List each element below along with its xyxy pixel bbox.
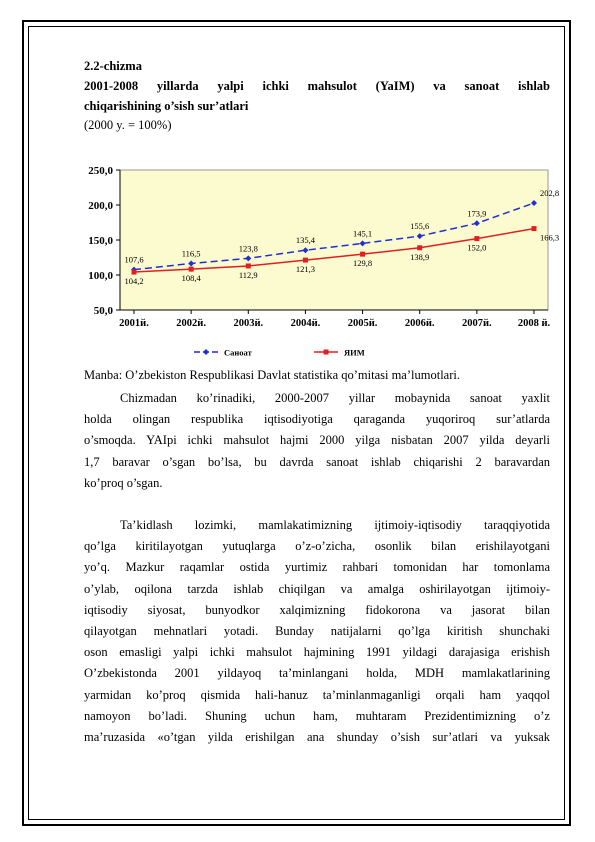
paragraph-line: holda olingan respublika iqtisodiyotiga qaraganda yuqoriroq sur’atlarda xyxy=(84,412,550,427)
paragraph-2 xyxy=(84,515,550,748)
y-tick-label: 200,0 xyxy=(88,200,113,212)
y-tick-label: 100,0 xyxy=(88,270,113,282)
data-label: 155,6 xyxy=(410,221,430,232)
data-point xyxy=(474,236,479,241)
legend-label: ЯИМ xyxy=(344,347,365,358)
data-point xyxy=(132,270,137,275)
data-label: 108,4 xyxy=(181,273,201,284)
legend-marker xyxy=(203,349,209,355)
paragraph-line: O’zbekistonda 2001 yildayoq ta’minlangani holda, MDH mamlakatlarining xyxy=(84,666,550,681)
legend-label: Саноат xyxy=(224,347,252,358)
paragraph-line: o’ylab, oqilona tarzda ishlab chiqilgan va amalga oshirilayotgan ijtimoiy- xyxy=(84,581,550,596)
x-tick-label: 2005й. xyxy=(347,318,378,329)
paragraph-line: Chizmadan ko’rinadiki, 2000-2007 yillar mobaynida sanoat yaxlit xyxy=(120,391,550,405)
plot-area xyxy=(120,170,548,310)
paragraph-line: qilayotgan mehnatlari yotadi. Bunday natijalarni qo’lga kiritish shunchaki xyxy=(84,624,550,639)
figure-number: 2.2-chizma xyxy=(84,59,142,73)
x-tick-label: 2004й. xyxy=(290,318,321,329)
data-label: 166,3 xyxy=(540,232,560,243)
source-note: Manba: O’zbekiston Respublikasi Davlat statistika qo’mitasi ma’lumotlari. xyxy=(84,368,460,382)
data-label: 152,0 xyxy=(467,242,487,253)
data-point xyxy=(303,258,308,263)
data-label: 135,4 xyxy=(295,235,315,246)
data-label: 116,5 xyxy=(181,248,201,259)
y-tick-label: 50,0 xyxy=(93,305,113,317)
paragraph-line: 1,7 baravar o’sgan bo’lsa, bu davrda sanoat ishlab chiqarishi 2 baravardan xyxy=(84,454,550,469)
x-tick-label: 2007й. xyxy=(462,318,492,329)
data-label: 104,2 xyxy=(124,276,144,287)
data-label: 202,8 xyxy=(540,188,560,199)
data-label: 129,8 xyxy=(353,258,373,269)
data-label: 112,9 xyxy=(238,269,258,280)
data-label: 138,9 xyxy=(410,251,430,262)
data-point xyxy=(360,252,365,257)
paragraph-line: yarmidan ko’proq qismida hali-hanuz ta’minlanmaganligi orqali ham yaqqol xyxy=(84,687,550,702)
data-label: 107,6 xyxy=(124,254,144,265)
paragraph-line: yo’q. Mazkur raqamlar ostida yurtimiz rahbari tomonidan har tomonlama xyxy=(84,560,550,575)
paragraph-line: ko’proq o’sgan. xyxy=(84,475,163,490)
y-tick-label: 150,0 xyxy=(88,235,113,247)
x-tick-label: 2003й. xyxy=(233,318,264,329)
y-tick-label: 250,0 xyxy=(88,165,113,177)
figure-title-line1: 2001-2008 yillarda yalpi ichki mahsulot (YaIM) va sanoat ishlab xyxy=(84,79,550,93)
paragraph-line: qo’lga kiritilayotgan yutuqlarga o’z-o’zicha, osonlik bilan erishilayotgani xyxy=(84,539,550,554)
growth-line-chart xyxy=(64,158,560,360)
data-label: 123,8 xyxy=(238,243,258,254)
data-point xyxy=(532,226,537,231)
data-point xyxy=(189,267,194,272)
paragraph-1 xyxy=(84,388,550,494)
paragraph-line: oson emasligi yalpi ichki mahsulot hajmining 1991 yildagi darajasiga erishish xyxy=(84,645,550,660)
x-tick-label: 2002й. xyxy=(176,318,206,329)
data-label: 173,9 xyxy=(467,208,487,219)
x-tick-label: 2001й. xyxy=(119,318,149,329)
paragraph-line: Ta’kidlash lozimki, mamlakatimizning ijtimoiy-iqtisodiy taraqqiyotida xyxy=(120,518,550,532)
x-tick-label: 2006й. xyxy=(404,318,435,329)
figure-title-line2: chiqarishining o’sish sur’atlari xyxy=(84,99,249,113)
data-label: 145,1 xyxy=(353,228,373,239)
basis-note: (2000 y. = 100%) xyxy=(84,118,172,132)
x-tick-label: 2008 й. xyxy=(517,318,551,329)
legend-marker xyxy=(324,350,329,355)
data-point xyxy=(246,263,251,268)
paragraph-line: o’smoqda. YAIpi ichki mahsulot hajmi 2000 yilga nisbatan 2007 yilda deyarli xyxy=(84,433,550,448)
paragraph-line: iqtisodiy siyosat, bunyodkor xalqimizning fidokorona va jasorat bilan xyxy=(84,602,550,617)
paragraph-line: ma’ruzasida «o’tgan yilda erishilgan ana shunday o’sish sur’atlari va yuksak xyxy=(84,730,550,745)
paragraph-line: namoyon bo’ladi. Shuning uchun ham, muhtaram Prezidentimizning o’z xyxy=(84,708,550,723)
data-label: 121,3 xyxy=(295,264,315,275)
data-point xyxy=(417,245,422,250)
